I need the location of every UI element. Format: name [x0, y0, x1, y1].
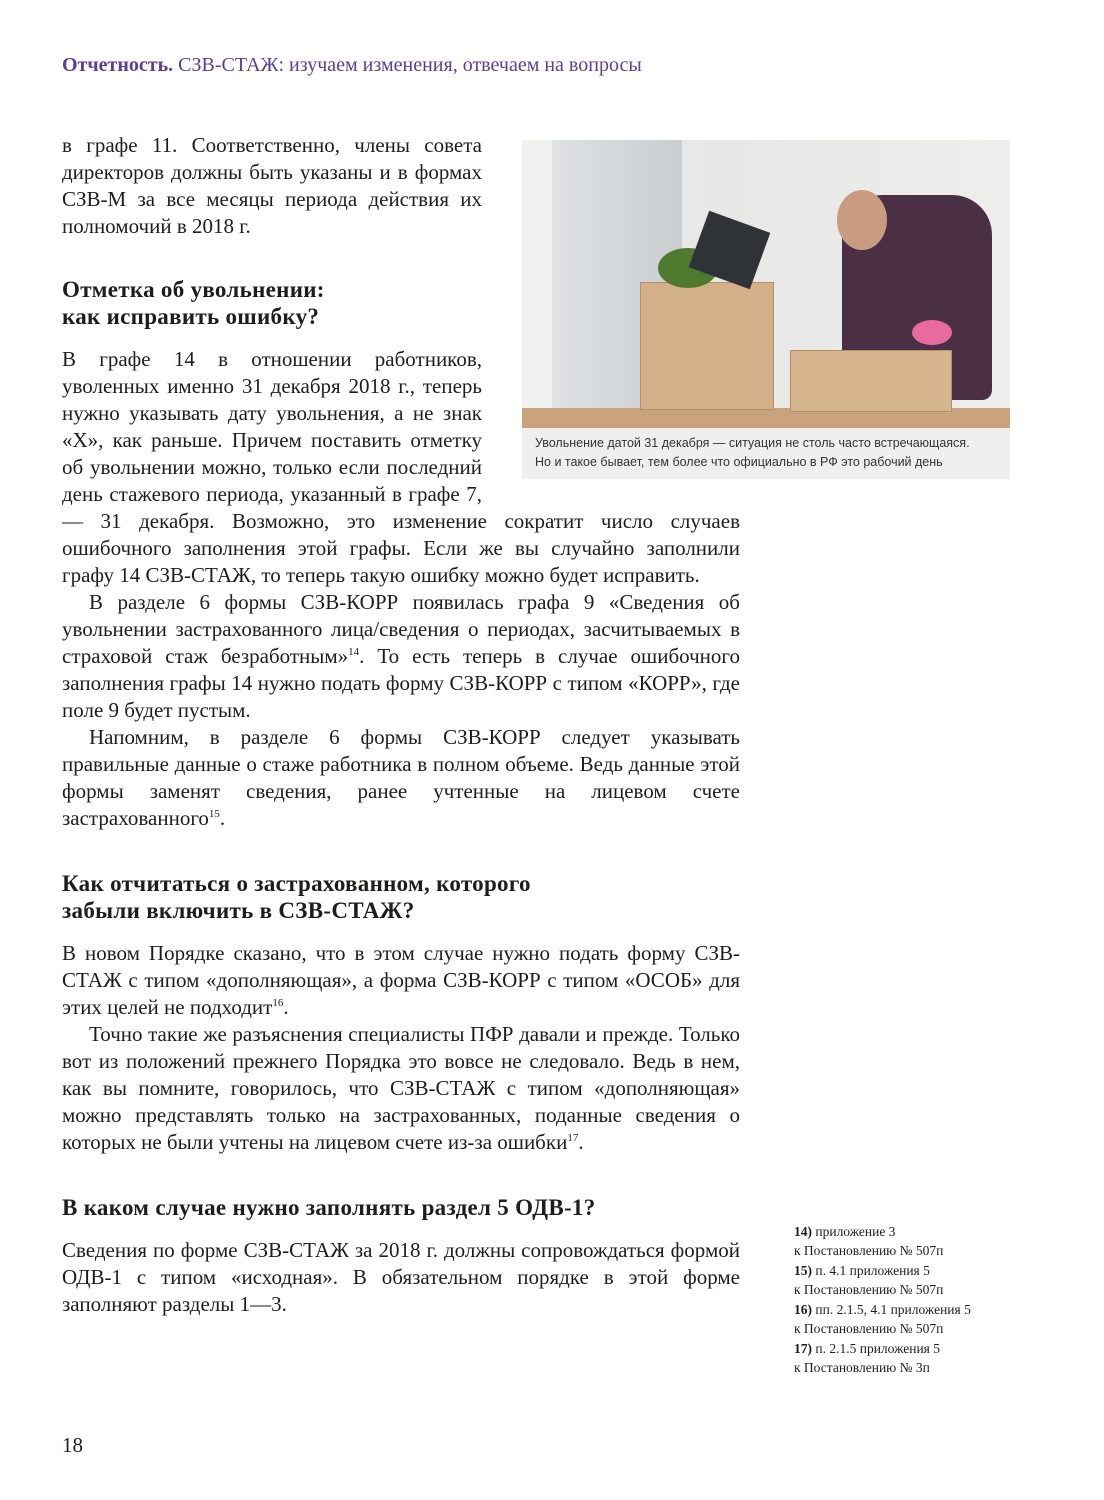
footnote-text: пп. 2.1.5, 4.1 приложения 5 — [815, 1302, 971, 1317]
text: Напомним, в разделе 6 формы СЗВ-КОРР следует указывать правильные данные о стаже работника в полном объеме. Ведь данные этой формы заменят сведения, ранее учтенные на лицевом счете застрахованного — [62, 725, 740, 830]
article-title: СЗВ-СТАЖ: изучаем изменения, отвечаем на вопросы — [178, 54, 642, 76]
paragraph: В графе 14 в отношении работников, уволенных именно 31 декабря 2018 г., теперь нужно указывать дату увольнения, а не знак «Х», как раньше. Причем поставить отметку об увольнении можно, только если последний день стажевого периода, указанный в графе 7, — 31 декабря. Возможно, это изменение сократит число случаев ошибочного заполнения этой графы. Если же вы случайно заполнили графу 14 СЗВ-СТАЖ, то теперь такую ошибку можно будет исправить. — [62, 347, 740, 587]
footnote-number: 15) — [794, 1263, 812, 1278]
footnote-ref: 15 — [208, 808, 220, 820]
footnotes — [794, 1222, 1024, 1378]
text: . — [578, 1130, 584, 1154]
paragraph — [62, 589, 740, 724]
footnote-number: 17) — [794, 1341, 812, 1356]
footnote — [794, 1261, 1024, 1299]
footnote-text: п. 2.1.5 приложения 5 — [815, 1341, 940, 1356]
heading-line: как исправить ошибку? — [62, 304, 320, 329]
footnote-text: к Постановлению № 507п — [794, 1321, 944, 1336]
footnote-text: к Постановлению № 507п — [794, 1282, 944, 1297]
paragraph — [62, 724, 740, 832]
page-number: 18 — [62, 1433, 83, 1457]
text: . — [219, 806, 226, 830]
caption-line: Но и такое бывает, тем более что официально в РФ это рабочий день — [535, 455, 943, 469]
paragraph: Сведения по форме СЗВ-СТАЖ за 2018 г. должны сопровождаться формой ОДВ-1 с типом «исходная». В обязательном порядке в этой форме заполняют разделы 1—3. — [62, 1238, 740, 1316]
section-label: Отчетность. — [62, 54, 174, 76]
text: В новом Порядке сказано, что в этом случае нужно подать форму СЗВ-СТАЖ с типом «дополняющая», а форма СЗВ-КОРР с типом «ОСОБ» для этих целей не подходит — [62, 941, 740, 1019]
photo-block — [482, 132, 970, 508]
text: В разделе 6 формы СЗВ-КОРР появилась графа 9 «Сведения об увольнении застрахованного лица/сведения о периодах, засчитываемых в страховой стаж безработным» — [62, 590, 740, 668]
text: . — [283, 995, 289, 1019]
heading-line: забыли включить в СЗВ-СТАЖ? — [62, 898, 415, 923]
footnote-number: 16) — [794, 1302, 812, 1317]
text: Точно такие же разъяснения специалисты ПФР давали и прежде. Только вот из положений прежнего Порядка это вовсе не следовало. Ведь в нем, как вы помните, говорилось, что СЗВ-СТАЖ с типом «дополняющая» можно представлять только на застрахованных, поданные сведения о которых не были учтены на лицевом счете из-за ошибки — [62, 1022, 740, 1154]
footnote — [794, 1300, 1024, 1338]
footnote-text: к Постановлению № 507п — [794, 1243, 944, 1258]
intro-paragraph: в графе 11. Соответственно, члены совета директоров должны быть указаны и в формах СЗВ-М за все месяцы периода действия их полномочий в 2018 г. — [62, 133, 482, 238]
section-heading-odv1: В каком случае нужно заполнять раздел 5 ОДВ-1? — [62, 1195, 596, 1220]
footnote-ref: 17 — [567, 1132, 579, 1144]
caption-line: Увольнение датой 31 декабря — ситуация не столь часто встречающаяся. — [535, 436, 970, 450]
paragraph — [62, 1021, 740, 1156]
footnote-ref: 14 — [348, 646, 360, 658]
footnote — [794, 1339, 1024, 1377]
footnote-text: к Постановлению № 3п — [794, 1360, 930, 1375]
footnote-text: п. 4.1 приложения 5 — [815, 1263, 930, 1278]
paragraph — [62, 940, 740, 1021]
text: . То есть теперь в случае ошибочного заполнения графы 14 нужно подать форму СЗВ-КОРР с типом «КОРР», где поле 9 будет пустым. — [62, 644, 740, 722]
footnote-number: 14) — [794, 1224, 812, 1239]
heading-line: Как отчитаться о застрахованном, которого — [62, 871, 531, 896]
photo-caption — [522, 428, 1010, 479]
running-header — [62, 54, 642, 77]
footnote — [794, 1222, 1024, 1260]
heading-line: Отметка об увольнении: — [62, 277, 325, 302]
section-heading-forgotten — [62, 870, 740, 924]
footnote-text: приложение 3 — [815, 1224, 896, 1239]
footnote-ref: 16 — [272, 997, 284, 1009]
photo-office-dismissal — [522, 140, 1010, 428]
